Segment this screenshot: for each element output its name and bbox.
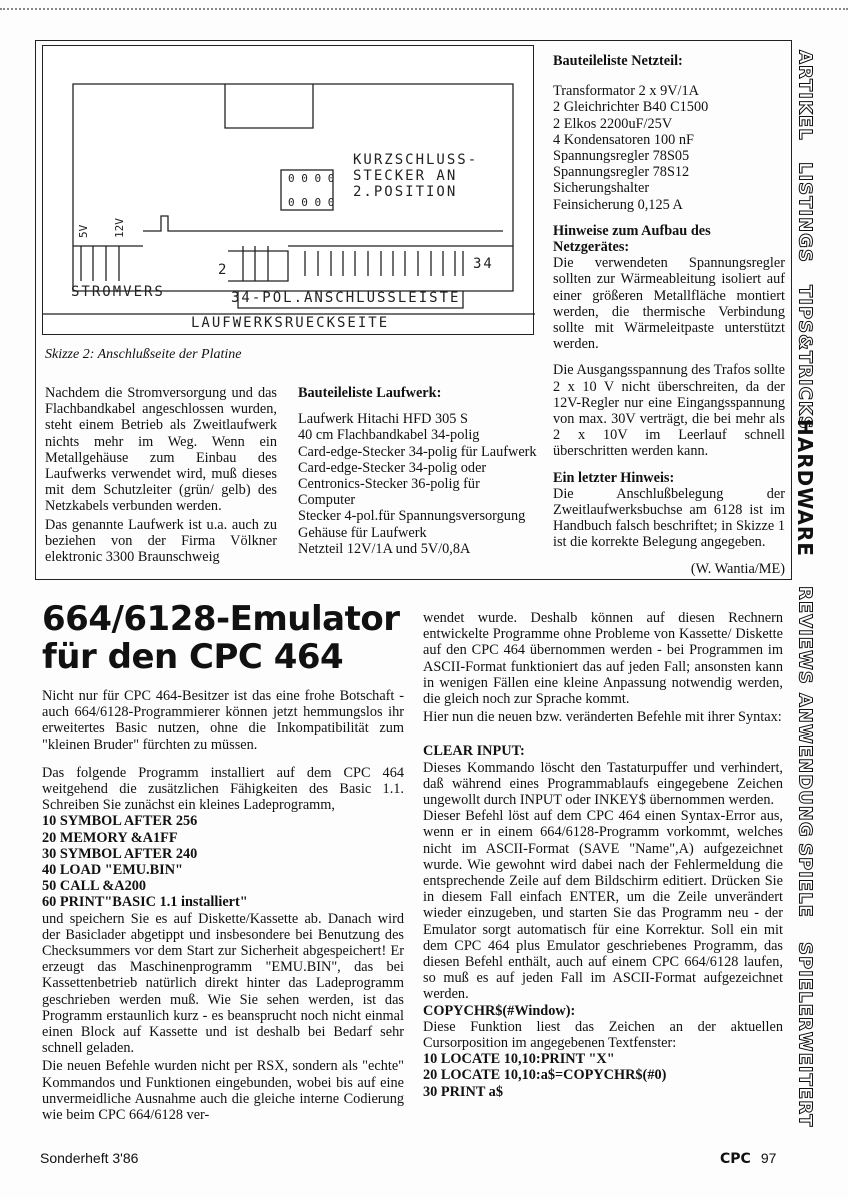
article-right-paragraph-4: Dieser Befehl löst auf dem CPC 464 einen Syntax-Error aus, wenn er in einem 664/6128-Programm vorkommt, welches nicht im ASCII-Format (SAVE "Name",A) aufgezeichnet wurde. Wie gewohnt wird dabei nach der Fehlermeldung die entsprechende Zeile auf dem Bildschirm editiert. Drücken Sie in diesem Fall einfach ENTER, um die Zeile unverändert wieder einzugeben, und starten Sie das Programm neu - der Emulator sorgt automatisch für eine Korrektur. Soll ein mit dem CPC 464 plus Emulator geschriebenes Programm, das diesen Befehl enthält, auch auf einem CPC 664/6128 laufen, so muß es auf jeden Fall im ASCII-Format aufgezeichnet werden. <box>423 808 783 1003</box>
article-left-column <box>42 688 404 1129</box>
sketch-caption: Skizze 2: Anschlußseite der Platine <box>45 347 242 362</box>
section-tabs <box>794 40 816 1140</box>
code-line-5: 50 CALL &A200 <box>42 878 147 895</box>
tab-tips-tricks[interactable]: TIPS&TRICKS <box>794 284 816 430</box>
article-right-paragraph-2: Hier nun die neuen bzw. veränderten Befehle mit ihrer Syntax: <box>423 709 782 726</box>
label-12v: 12V <box>113 218 126 238</box>
article-title-line-2: für den CPC 464 <box>42 637 344 677</box>
netzteil-part-2: 2 Gleichrichter B40 C1500 <box>553 99 709 116</box>
article-title-line-1: 664/6128-Emulator <box>42 599 400 639</box>
laufwerk-part-7: Netzteil 12V/1A und 5V/0,8A <box>298 540 471 557</box>
sketch-diagram <box>42 45 534 335</box>
netzteil-parts-heading: Bauteileliste Netzteil: <box>553 53 683 69</box>
footer-issue: Sonderheft 3'86 <box>40 1150 139 1166</box>
voltage-text: Die Ausgangsspannung des Trafos sollte 2 x 10 V nicht überschreiten, da der 12V-Regler nur eine Eingangsspannung von max. 30V verträgt, die bei mehr als 2 x 10V im Leerlauf schnell überschritten werden kann. <box>553 362 785 460</box>
label-pin2: 2 <box>218 262 229 278</box>
command-copychr: COPYCHR$(#Window): <box>423 1002 576 1019</box>
code2-line-3: 30 PRINT a$ <box>423 1083 503 1100</box>
svg-text:0 0 0 0: 0 0 0 0 <box>288 172 335 185</box>
code-line-6: 60 PRINT"BASIC 1.1 installiert" <box>42 894 248 911</box>
footer-brand: CPC <box>720 1151 751 1167</box>
article-right-column <box>423 610 783 1100</box>
article-right-paragraph-3: Dieses Kommando löscht den Tastaturpuffer und verhindert, daß während eines Programmablaufs eingegebene Zeichen ungewollt durch INPUT oder INKEY$ übernommen werden. <box>423 759 783 809</box>
right-column <box>553 53 785 577</box>
netzteil-part-8: Feinsicherung 0,125 A <box>553 196 683 213</box>
laufwerk-part-6: Gehäuse für Laufwerk <box>298 524 427 541</box>
article-paragraph-4: Die neuen Befehle wurden nicht per RSX, sondern als "echte" Kommandos und Funktionen eingebunden, wobei bis auf eine unvermeidliche Ausnahme auch die gleiche interne Codierung wie beim CPC 664/6128 ver- <box>42 1058 404 1124</box>
laufwerk-part-4: Card-edge-Stecker 34-polig oder Centronics-Stecker 36-polig für Computer <box>298 459 487 509</box>
label-laufwerk: LAUFWERKSRUECKSEITE <box>191 315 390 331</box>
label-stromvers: STROMVERS <box>71 284 165 300</box>
tab-anwendung[interactable]: ANWENDUNG <box>794 692 816 838</box>
netzteil-part-7: Sicherungshalter <box>553 180 650 197</box>
netzteil-part-3: 2 Elkos 2200uF/25V <box>553 115 673 132</box>
tab-reviews[interactable]: REVIEWS <box>794 585 816 685</box>
command-clear-input: CLEAR INPUT: <box>423 743 525 760</box>
laufwerk-part-3: Card-edge-Stecker 34-polig für Laufwerk <box>298 443 537 460</box>
laufwerk-parts-heading: Bauteileliste Laufwerk: <box>298 385 442 401</box>
footer-page-number: 97 <box>760 1150 777 1166</box>
top-dotted-rule <box>0 8 848 10</box>
label-kurzschluss1: KURZSCHLUSS- <box>353 152 479 168</box>
article-right-paragraph-1: wendet wurde. Deshalb können auf diesen Rechnern entwickelte Programme ohne Probleme von Kassette/ Diskette auf den CPC 464 übernommen werden - bei Programmen im ASCII-Format funktioniert das auf jeden Fall; ansonsten kann in wenigen Fällen eine kleine Anpassung notwendig werden, die gleich noch zur Sprache kommt. <box>423 610 783 708</box>
board-drawing <box>43 46 535 336</box>
article-intro: Nicht nur für CPC 464-Besitzer ist das eine frohe Botschaft - auch 664/6128-Programmierer können jetzt hemmungslos ihr erweitertes Basic nutzen, ohne die Inkompatibilität zum "kleinen Bruder" fürchten zu müssen. <box>42 688 404 753</box>
footer-page <box>720 1150 776 1167</box>
code-line-4: 40 LOAD "EMU.BIN" <box>42 862 183 879</box>
hint-heading: Hinweise zum Aufbau des Netzgerätes: <box>553 222 711 256</box>
left-column <box>45 385 277 575</box>
author: (W. Wantia/ME) <box>690 560 785 577</box>
svg-text:0 0 0 0: 0 0 0 0 <box>288 196 335 209</box>
code-line-3: 30 SYMBOL AFTER 240 <box>42 845 198 862</box>
code2-line-1: 10 LOCATE 10,10:PRINT "X" <box>423 1051 615 1068</box>
label-kurzschluss2: STECKER AN <box>353 168 458 184</box>
tab-spiele[interactable]: SPIELE <box>794 842 816 918</box>
netzteil-part-5: Spannungsregler 78S05 <box>553 148 690 165</box>
netzteil-part-1: Transformator 2 x 9V/1A <box>553 83 700 100</box>
label-anschluss: 34-POL.ANSCHLUSSLEISTE <box>231 290 461 306</box>
netzteil-part-4: 4 Kondensatoren 100 nF <box>553 131 694 148</box>
code-line-2: 20 MEMORY &A1FF <box>42 829 178 846</box>
netzteil-part-6: Spannungsregler 78S12 <box>553 164 690 181</box>
middle-column <box>298 385 538 557</box>
label-pin34: 34 <box>473 256 494 272</box>
top-panel <box>35 40 792 580</box>
label-kurzschluss3: 2.POSITION <box>353 184 458 200</box>
last-hint-text: Die Anschlußbelegung der Zweitlaufwerksbuchse am 6128 ist im Handbuch falsch beschriftet; in Skizze 1 ist die korrekte Belegung angegeben. <box>553 485 785 551</box>
hint-text: Die verwendeten Spannungsregler sollten zur Wärmeableitung isoliert auf einer größeren Metallfläche montiert werden, die thermische Verbindung sollte mit Wärmeleitpaste unterstützt werden. <box>553 255 785 353</box>
last-hint-heading: Ein letzter Hinweis: <box>553 469 675 486</box>
laufwerk-part-1: Laufwerk Hitachi HFD 305 S <box>298 411 468 428</box>
article-title <box>42 600 402 676</box>
laufwerk-part-2: 40 cm Flachbandkabel 34-polig <box>298 427 480 444</box>
code-line-1: 10 SYMBOL AFTER 256 <box>42 813 198 830</box>
left-paragraph-1: Nachdem die Stromversorgung und das Flachbandkabel angeschlossen wurden, steht einem Betrieb als Zweitlaufwerk nichts mehr im Weg. Wenn ein Metallgehäuse zum Einbau des Laufwerks verwendet wird, muß dieses mit dem Schutzleiter (grün/ gelb) des Netzkabels verbunden werden. <box>45 385 277 515</box>
article-right-paragraph-5: Diese Funktion liest das Zeichen an der aktuellen Cursorposition im angegebenen Textfenster: <box>423 1018 783 1052</box>
label-5v: 5V <box>77 224 90 238</box>
article-paragraph-2: Das folgende Programm installiert auf dem CPC 464 weitgehend die zusätzlichen Fähigkeiten des Basic 1.1. Schreiben Sie zunächst ein kleines Ladeprogramm, <box>42 764 404 814</box>
laufwerk-part-5: Stecker 4-pol.für Spannungsversorgung <box>298 508 526 525</box>
code2-line-2: 20 LOCATE 10,10:a$=COPYCHR$(#0) <box>423 1067 667 1084</box>
article-paragraph-3: und speichern Sie es auf Diskette/Kassette ab. Danach wird der Basiclader abgetippt und insbesondere bei Benutzung des Checksummers vor dem Start zur Sicherheit abgespeichert! Er erzeugt das Maschinenprogramm "EMU.BIN", das bei Kassettenbetrieb natürlich direkt hinter das Ladeprogramm geschrieben werden muß. Wie Sie sehen werden, ist das Programm erstaunlich kurz - es beansprucht noch nicht einmal einen Block auf Kassette und ist deshalb bei Bedarf sehr schnell geladen. <box>42 910 404 1057</box>
tab-spielerweitert[interactable]: SPIELERWEITERT <box>794 942 816 1128</box>
left-paragraph-2: Das genannte Laufwerk ist u.a. auch zu beziehen von der Firma Völkner elektronic 3300 Braunschweig <box>45 516 277 566</box>
tab-artikel[interactable]: ARTIKEL <box>794 49 816 141</box>
tab-listings[interactable]: LISTINGS <box>794 162 816 263</box>
tab-hardware[interactable]: HARDWARE <box>793 419 817 557</box>
